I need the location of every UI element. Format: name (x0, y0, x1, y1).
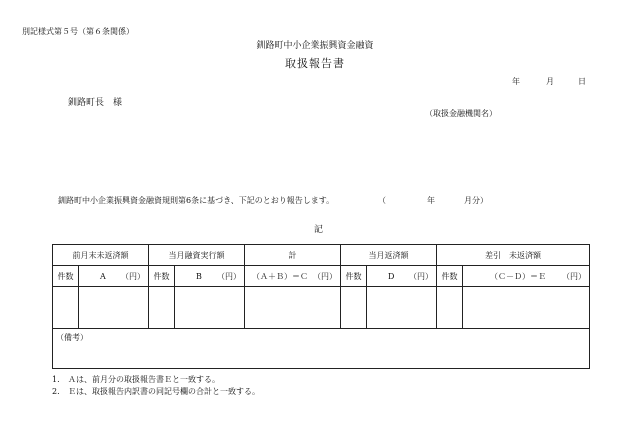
header-current-loans: 当月融資実行額 (149, 245, 245, 266)
unit-label-a: （円） (121, 271, 145, 281)
amount-header-c (245, 266, 341, 287)
date-month-label: 月 (546, 77, 554, 86)
amount-header-b (175, 266, 245, 287)
document-subtitle: 釧路町中小企業振興資金融資 (256, 41, 374, 51)
period-year-label: 年 (427, 196, 435, 205)
unit-label-d: （円） (409, 271, 433, 281)
amount-label-e: （Ｃ－Ｄ）＝Ｅ (490, 271, 546, 281)
amount-label-d: D (388, 271, 395, 281)
header-current-repayment: 当月返済額 (341, 245, 437, 266)
amount-cell-a[interactable] (79, 287, 149, 329)
remarks-cell[interactable] (53, 329, 590, 369)
unit-label-c: （円） (313, 271, 337, 281)
count-label-a: 件数 (53, 266, 79, 287)
amount-cell-e[interactable] (463, 287, 590, 329)
note-item (52, 374, 260, 386)
remarks-label: （備考） (56, 333, 88, 342)
note-number: 1. (52, 375, 60, 384)
count-cell-e[interactable] (437, 287, 463, 329)
amount-header-a (79, 266, 149, 287)
document-title: 取扱報告書 (285, 57, 345, 70)
count-cell-a[interactable] (53, 287, 79, 329)
note-text: Ａは、前月分の取扱報告書Ｅと一致する。 (68, 375, 220, 384)
amount-label-c: （Ａ＋Ｂ）＝Ｃ (252, 271, 308, 281)
count-cell-b[interactable] (149, 287, 175, 329)
amount-cell-c[interactable] (245, 287, 341, 329)
amount-header-d (367, 266, 437, 287)
amount-cell-d[interactable] (367, 287, 437, 329)
form-number: 別記様式第５号（第６条関係） (22, 27, 134, 36)
count-label-d: 件数 (341, 266, 367, 287)
note-number: 2. (52, 387, 60, 396)
amount-label-a: A (100, 271, 106, 281)
remarks-row (53, 329, 590, 369)
amount-header-e (463, 266, 590, 287)
data-entry-row (53, 287, 590, 329)
amount-label-b: B (196, 271, 202, 281)
header-balance-unpaid: 差引 未返済額 (437, 245, 590, 266)
unit-label-b: （円） (217, 271, 241, 281)
count-cell-d[interactable] (341, 287, 367, 329)
institution-name-label: （取扱金融機関名） (425, 109, 497, 118)
date-year-label: 年 (512, 77, 520, 86)
subheader-row (53, 266, 590, 287)
header-total: 計 (245, 245, 341, 266)
note-text: Ｅは、取扱報告内訳書の同記号欄の合計と一致する。 (68, 387, 260, 396)
count-label-b: 件数 (149, 266, 175, 287)
period-open: （ (378, 196, 386, 205)
notes (52, 374, 260, 398)
ki-label: 記 (314, 225, 324, 235)
group-header-row (53, 245, 590, 266)
amount-cell-b[interactable] (175, 287, 245, 329)
statement: 釧路町中小企業振興資金融資規則第6条に基づき、下記のとおり報告します。 (58, 196, 335, 205)
addressee: 釧路町長 様 (68, 98, 123, 108)
report-table (52, 244, 590, 369)
unit-label-e: （円） (562, 271, 586, 281)
header-prev-unpaid: 前月末未返済額 (53, 245, 149, 266)
note-item (52, 386, 260, 398)
period-month-label: 月分） (464, 196, 488, 205)
count-label-e: 件数 (437, 266, 463, 287)
date-day-label: 日 (578, 77, 586, 86)
